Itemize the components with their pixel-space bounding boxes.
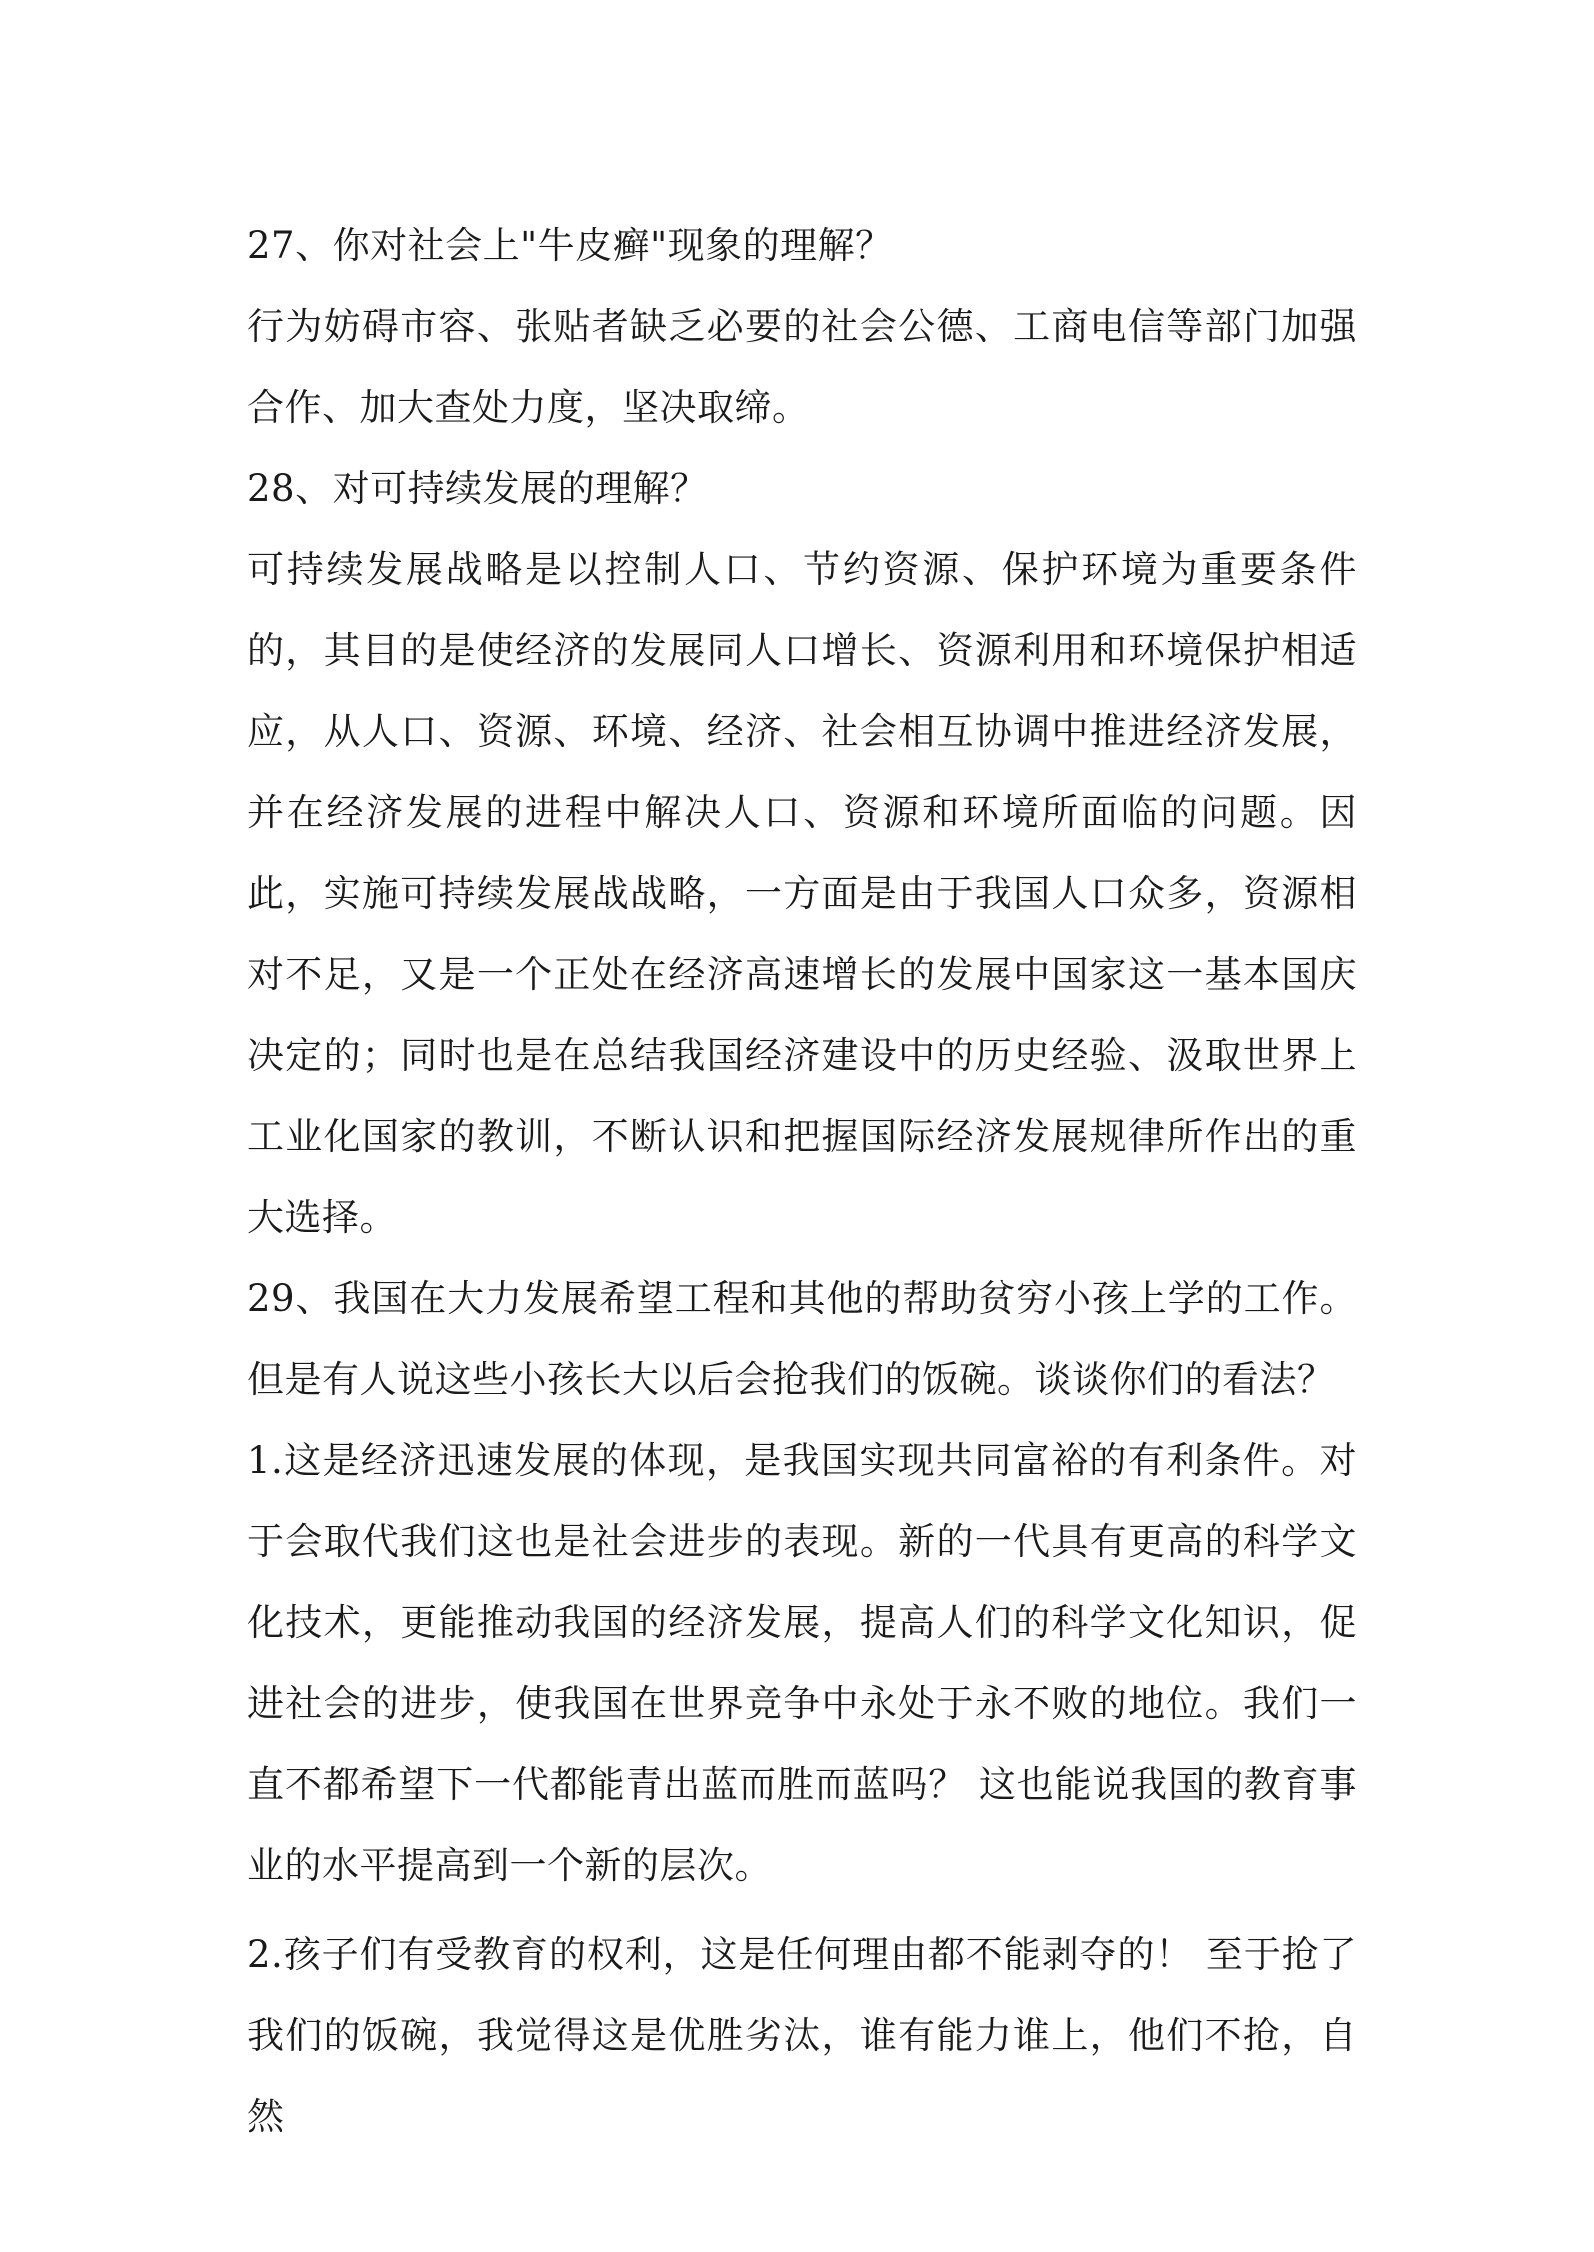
answer-29-point-1: 1.这是经济迅速发展的体现，是我国实现共同富裕的有利条件。对于会取代我们这也是社会进步的表现。新的一代具有更高的科学文化技术，更能推动我国的经济发展，提高人们的科学文化知识，促进社会的进步，使我国在世界竞争中永处于永不败的地位。我们一直不都希望下一代都能青出蓝而胜而蓝吗？ 这也能说我国的教育事业的水平提高到一个新的层次。 [247,1439,1357,1887]
answer-27: 行为妨碍市容、张贴者缺乏必要的社会公德、工商电信等部门加强合作、加大查处力度，坚决取缔。 [247,305,1357,429]
question-27: 27、你对社会上"牛皮癣"现象的理解？ [247,224,893,267]
question-29: 29、我国在大力发展希望工程和其他的帮助贫穷小孩上学的工作。但是有人说这些小孩长大以后会抢我们的饭碗。谈谈你们的看法？ [247,1277,1357,1401]
document-body [247,205,1357,2157]
answer-29-point-2: 2.孩子们有受教育的权利，这是任何理由都不能剥夺的！ 至于抢了我们的饭碗，我觉得这是优胜劣汰，谁有能力谁上，他们不抢，自然 [247,1933,1357,2138]
answer-28: 可持续发展战略是以控制人口、节约资源、保护环境为重要条件的，其目的是使经济的发展同人口增长、资源利用和环境保护相适应，从人口、资源、环境、经济、社会相互协调中推进经济发展，并在经济发展的进程中解决人口、资源和环境所面临的问题。因此，实施可持续发展战战略，一方面是由于我国人口众多，资源相对不足，又是一个正处在经济高速增长的发展中国家这一基本国庆决定的；同时也是在总结我国经济建设中的历史经验、汲取世界上工业化国家的教训，不断认识和把握国际经济发展规律所作出的重大选择。 [247,548,1357,1239]
question-28: 28、对可持续发展的理解？ [247,467,708,510]
